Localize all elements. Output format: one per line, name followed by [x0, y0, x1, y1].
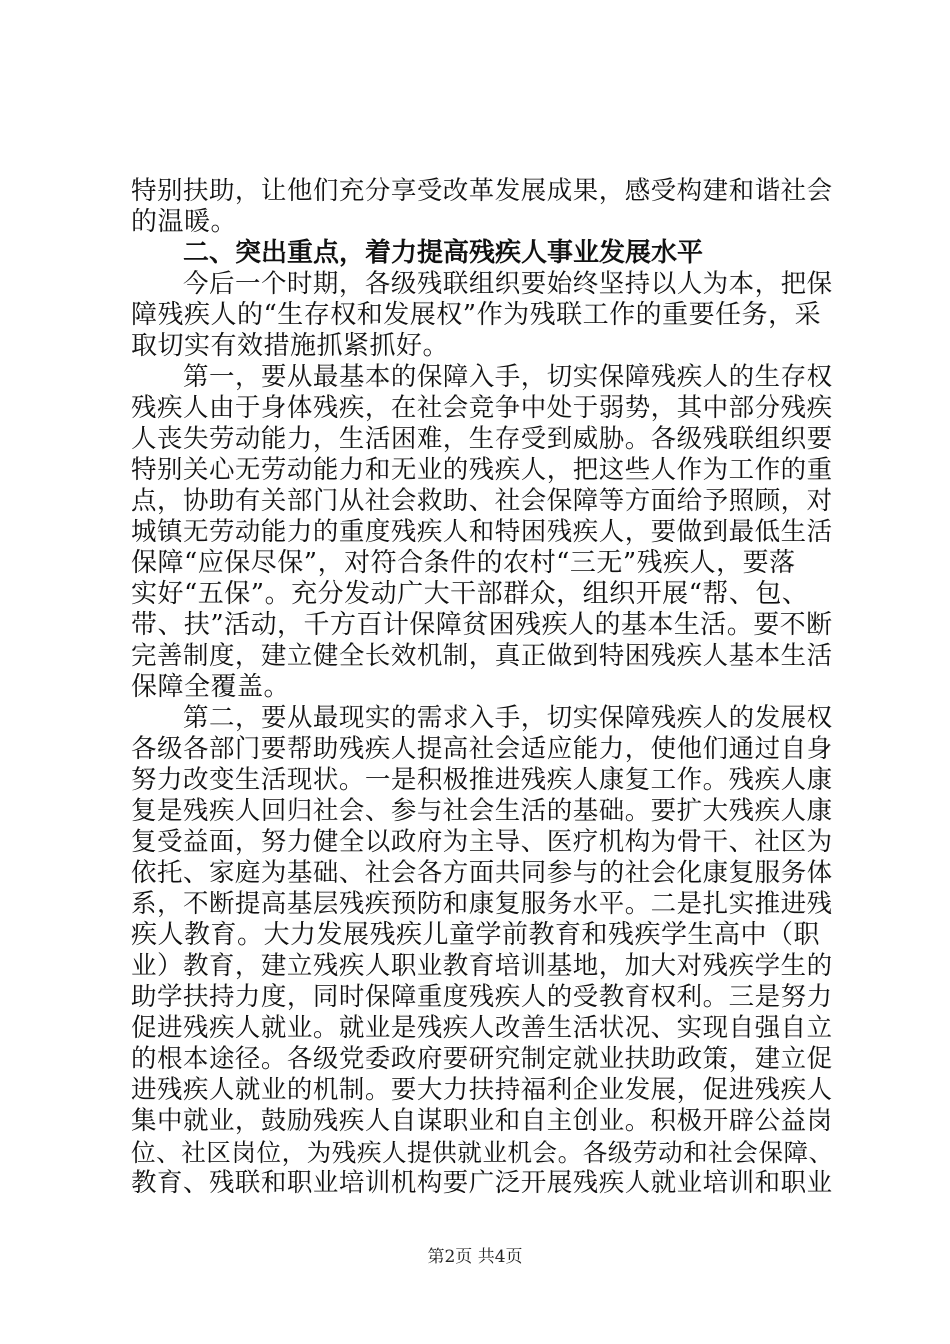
text-line: 的根本途径。各级党委政府要研究制定就业扶助政策，建立促 [131, 1044, 833, 1074]
text-line: 助学扶持力度，同时保障重度残疾人的受教育权利。三是努力 [131, 982, 833, 1012]
text-line: 教育、残联和职业培训机构要广泛开展残疾人就业培训和职业 [131, 1168, 833, 1198]
text-line: 努力改变生活现状。一是积极推进残疾人康复工作。残疾人康 [131, 765, 833, 795]
text-line: 的温暖。 [131, 207, 238, 237]
text-line: 特别扶助，让他们充分享受改革发展成果，感受构建和谐社会 [131, 176, 833, 206]
text-line: 城镇无劳动能力的重度残疾人和特困残疾人，要做到最低生活 [131, 517, 833, 547]
text-line: 保障全覆盖。 [131, 672, 291, 702]
section-heading: 二、突出重点，着力提高残疾人事业发展水平 [183, 238, 704, 268]
page-footer: 第2页 共4页 [427, 1247, 523, 1267]
text-line: 进残疾人就业的机制。要大力扶持福利企业发展，促进残疾人 [131, 1075, 833, 1105]
text-line: 业）教育，建立残疾人职业教育培训基地，加大对残疾学生的 [131, 951, 833, 981]
text-line: 完善制度，建立健全长效机制，真正做到特困残疾人基本生活 [131, 641, 833, 671]
text-line: 依托、家庭为基础、社会各方面共同参与的社会化康复服务体 [131, 858, 833, 888]
text-line: 取切实有效措施抓紧抓好。 [131, 331, 450, 361]
text-line: 障残疾人的“生存权和发展权”作为残联工作的重要任务，采 [131, 300, 822, 330]
text-line: 保障“应保尽保”，对符合条件的农村“三无”残疾人，要落 [131, 548, 796, 578]
text-line: 第二，要从最现实的需求入手，切实保障残疾人的发展权 [183, 703, 833, 733]
document-body [131, 176, 833, 1199]
text-line: 带、扶”活动，千方百计保障贫困残疾人的基本生活。要不断 [131, 610, 833, 640]
text-line: 促进残疾人就业。就业是残疾人改善生活状况、实现自强自立 [131, 1013, 833, 1043]
text-line: 集中就业，鼓励残疾人自谋职业和自主创业。积极开辟公益岗 [131, 1106, 833, 1136]
text-line: 复受益面，努力健全以政府为主导、医疗机构为骨干、社区为 [131, 827, 833, 857]
text-line: 复是残疾人回归社会、参与社会生活的基础。要扩大残疾人康 [131, 796, 833, 826]
text-line: 特别关心无劳动能力和无业的残疾人，把这些人作为工作的重 [131, 455, 833, 485]
text-line: 今后一个时期，各级残联组织要始终坚持以人为本，把保 [183, 269, 833, 299]
text-line: 点，协助有关部门从社会救助、社会保障等方面给予照顾，对 [131, 486, 833, 516]
text-line: 疾人教育。大力发展残疾儿童学前教育和残疾学生高中（职 [131, 920, 821, 950]
text-line: 残疾人由于身体残疾，在社会竞争中处于弱势，其中部分残疾 [131, 393, 833, 423]
text-line: 实好“五保”。充分发动广大干部群众，组织开展“帮、包、 [131, 579, 809, 609]
text-line: 第一，要从最基本的保障入手，切实保障残疾人的生存权 [183, 362, 833, 392]
text-line: 位、社区岗位，为残疾人提供就业机会。各级劳动和社会保障、 [131, 1138, 834, 1167]
text-line: 系，不断提高基层残疾预防和康复服务水平。二是扎实推进残 [131, 889, 833, 919]
text-line: 各级各部门要帮助残疾人提高社会适应能力，使他们通过自身 [131, 734, 833, 764]
text-line: 人丧失劳动能力，生活困难，生存受到威胁。各级残联组织要 [131, 424, 833, 454]
